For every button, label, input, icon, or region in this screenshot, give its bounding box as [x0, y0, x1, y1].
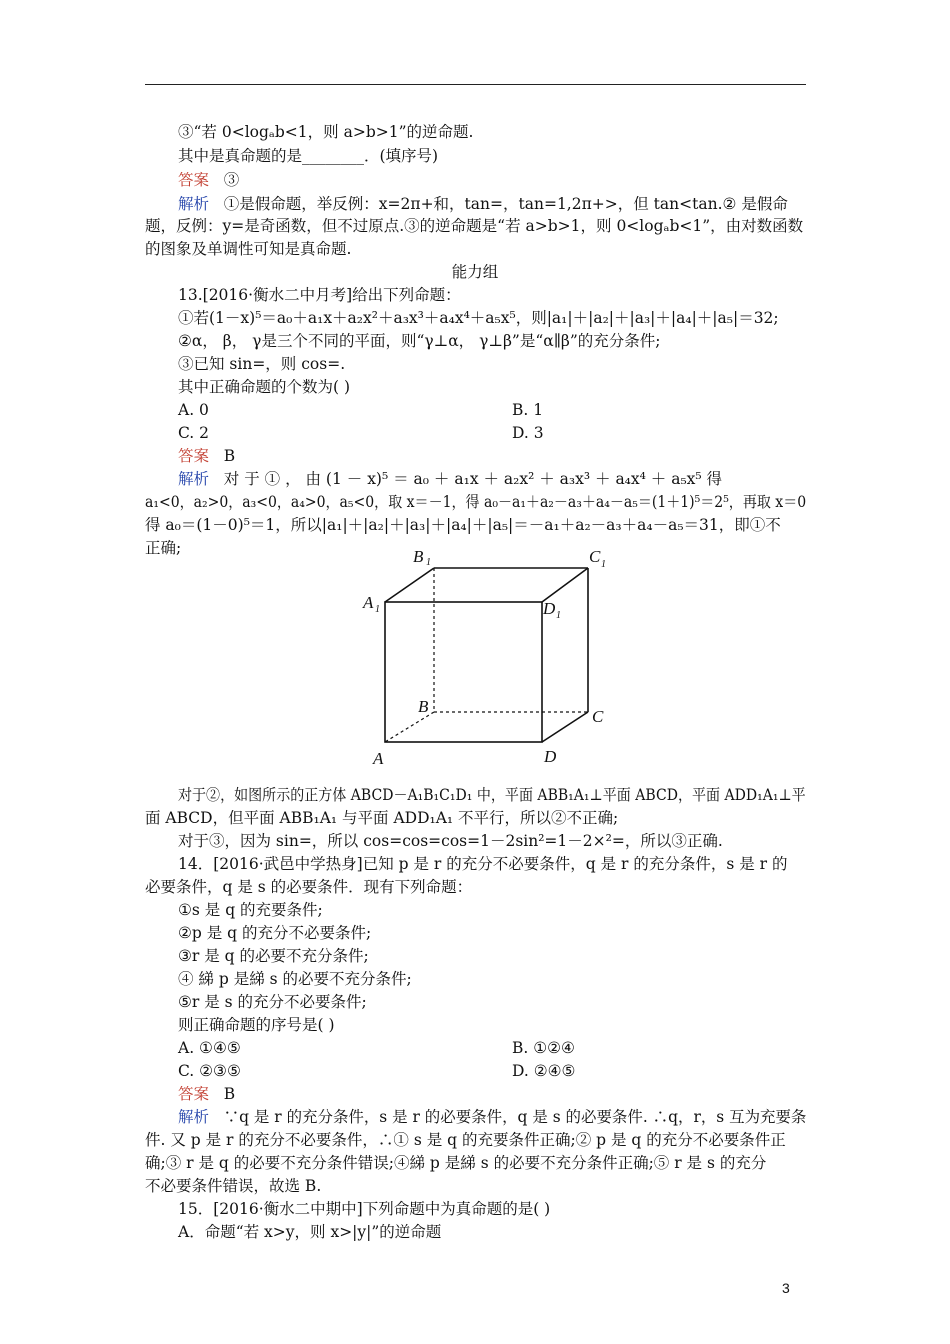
option-d: D. ②④⑤	[512, 1062, 576, 1080]
option-a: A. ①④⑤	[178, 1039, 241, 1057]
problem-title: 14．[2016·武邑中学热身]已知 p 是 r 的充分不必要条件，q 是 r 的充分条件，s 是 r 的	[178, 855, 788, 873]
option-c: C. 2	[178, 424, 210, 442]
label-b: B	[418, 697, 429, 716]
text-line: ⑤r 是 s 的充分不必要条件;	[178, 993, 367, 1011]
text-line: 不必要条件错误，故选 B.	[145, 1177, 322, 1195]
analysis-line	[178, 194, 788, 214]
problem-title: 13.[2016·衡水二中月考]给出下列命题：	[178, 286, 461, 304]
text-line: 其中正确命题的个数为( )	[178, 378, 351, 396]
text-line: 题，反例：y=是奇函数，但不过原点.③的逆命题是“若 a>b>1，则 0<logₐb<1”，由对数函数	[145, 217, 804, 235]
analysis-text: ∵q 是 r 的充分条件，s 是 r 的必要条件，q 是 s 的必要条件. ∴q，r，s 互为充要条	[223, 1108, 807, 1126]
option-c: C. ②③⑤	[178, 1062, 241, 1080]
option-d: D. 3	[512, 424, 544, 442]
option-b: B. 1	[512, 401, 544, 419]
edge-cd	[542, 712, 588, 742]
answer-label: 答案	[178, 1085, 210, 1103]
text-line: ③r 是 q 的必要不充分条件;	[178, 947, 369, 965]
answer-value: ③	[223, 171, 240, 189]
sub-c1: 1	[601, 559, 606, 570]
text-line: 的图象及单调性可知是真命题.	[145, 240, 352, 258]
page-number: 3	[782, 1280, 790, 1296]
answer-value: B	[223, 447, 236, 465]
sub-b1: 1	[426, 557, 431, 568]
answer-value: B	[223, 1085, 236, 1103]
text-line: ①若(1－x)⁵＝a₀＋a₁x＋a₂x²＋a₃x³＋a₄x⁴＋a₅x⁵，则|a₁|＋|a₂|＋|a₃|＋|a₄|＋|a₅|＝32;	[178, 309, 779, 327]
label-d1: D	[543, 599, 556, 618]
option-b: B. ①②④	[512, 1039, 575, 1057]
text-line: 对于③，因为 sin=，所以 cos=cos=cos=1－2sin²=1－2×²=，所以③正确.	[178, 832, 723, 850]
answer-label: 答案	[178, 171, 210, 189]
answer-line	[178, 1084, 235, 1104]
analysis-line	[178, 1107, 806, 1127]
sub-a1: 1	[375, 604, 380, 615]
label-c: C	[592, 707, 604, 726]
front-face	[385, 602, 542, 742]
text-line: 件. 又 p 是 r 的充分不必要条件，∴① s 是 q 的充要条件正确;② p 是 q 的充分不必要条件正	[145, 1131, 786, 1149]
text-line: 必要条件，q 是 s 的必要条件．现有下列命题：	[145, 878, 473, 896]
option-a: A. 0	[178, 401, 209, 419]
answer-line	[178, 446, 235, 466]
analysis-line	[178, 469, 722, 489]
label-a: A	[373, 749, 384, 768]
text-line: 正确;	[145, 539, 182, 557]
label-a1: A	[363, 593, 374, 612]
header-rule	[145, 84, 806, 85]
sub-d1: 1	[556, 610, 561, 621]
answer-label: 答案	[178, 447, 210, 465]
analysis-text: 对 于 ① ， 由 (1 － x)⁵ ＝ a₀ ＋ a₁x ＋ a₂x² ＋ a₃x³ ＋ a₄x⁴ ＋ a₅x⁵ 得	[223, 470, 723, 488]
text-line: 得 a₀＝(1－0)⁵＝1，所以|a₁|＋|a₂|＋|a₃|＋|a₄|＋|a₅|＝－a₁＋a₂－a₃＋a₄－a₅＝31，即①不	[145, 516, 781, 534]
text-line: 确;③ r 是 q 的必要不充分条件错误;④綈 p 是綈 s 的必要不充分条件正确;⑤ r 是 s 的充分	[145, 1154, 767, 1172]
section-heading: 能力组	[451, 263, 499, 281]
text-line: a₁<0，a₂>0，a₃<0，a₄>0，a₅<0，取 x＝－1，得 a₀－a₁＋a₂－a₃＋a₄－a₅＝(1＋1)⁵＝2⁵，再取 x＝0	[145, 493, 807, 511]
answer-line	[178, 170, 239, 190]
edge-a1b1	[385, 568, 434, 602]
label-b1: B	[413, 547, 424, 566]
analysis-text: ①是假命题，举反例：x=2π+和，tan=，tan=1,2π+>，但 tan<tan.② 是假命	[223, 195, 788, 213]
label-d: D	[544, 747, 557, 766]
analysis-label: 解析	[178, 470, 210, 488]
text-line: 则正确命题的序号是( )	[178, 1016, 335, 1034]
text-line: ②α， β， γ是三个不同的平面，则“γ⊥α， γ⊥β”是“α∥β”的充分条件;	[178, 332, 661, 350]
text-line: 其中是真命题的是________．(填序号)	[178, 147, 439, 165]
text-line: ③已知 sin=，则 cos=.	[178, 355, 346, 373]
cube-figure	[355, 540, 635, 775]
text-line: ④ 綈 p 是綈 s 的必要不充分条件;	[178, 970, 412, 988]
edge-d1c1	[542, 568, 588, 602]
analysis-label: 解析	[178, 1108, 209, 1126]
text-line: 面 ABCD，但平面 ABB₁A₁ 与平面 ADD₁A₁ 不平行，所以②不正确;	[145, 809, 619, 827]
problem-title: 15．[2016·衡水二中期中]下列命题中为真命题的是( )	[178, 1200, 551, 1218]
hidden-edge-ba	[385, 712, 434, 742]
analysis-label: 解析	[178, 195, 210, 213]
option-a: A．命题“若 x>y，则 x>|y|”的逆命题	[178, 1223, 442, 1241]
label-c1: C	[589, 547, 601, 566]
text-line: ①s 是 q 的充要条件;	[178, 901, 323, 919]
text-line: ③“若 0<logₐb<1，则 a>b>1”的逆命题.	[178, 123, 474, 141]
text-line: ②p 是 q 的充分不必要条件;	[178, 924, 372, 942]
text-line: 对于②，如图所示的正方体 ABCD－A₁B₁C₁D₁ 中，平面 ABB₁A₁⊥平面 ABCD，平面 ADD₁A₁⊥平	[178, 786, 806, 804]
